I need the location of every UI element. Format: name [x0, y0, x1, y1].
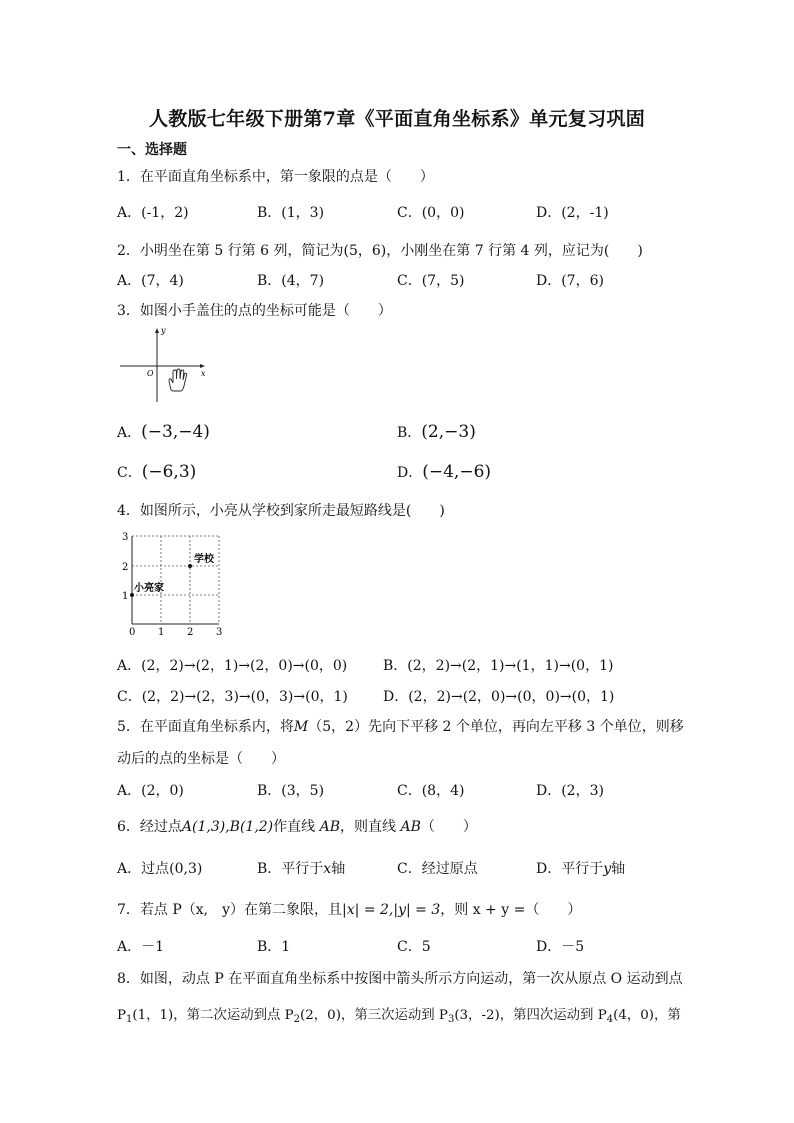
option-text: A．过点 — [117, 861, 170, 877]
y-axis-arrow — [155, 328, 159, 333]
option-suffix: 轴 — [611, 861, 626, 877]
option-text: C．经过原点 — [397, 861, 478, 877]
option-text: D．平行于 — [536, 861, 604, 877]
abs-math: |x| = 2,|y| = 3 — [342, 902, 441, 918]
question-3-option-b[interactable] — [397, 422, 476, 442]
stem-text-pre: 7．若点 P（x, y）在第二象限，且 — [117, 902, 343, 918]
question-2-option-a[interactable]: A．(7，4) — [117, 273, 184, 289]
question-5-option-a[interactable]: A．(2，0) — [117, 783, 184, 799]
section-heading: 一、选择题 — [117, 142, 187, 158]
school-label: 学校 — [194, 554, 214, 565]
question-7-option-b[interactable]: B．1 — [257, 939, 291, 955]
question-4-option-a[interactable]: A．(2，2)→(2，1)→(2，0)→(0，0) — [117, 658, 348, 674]
subscript: 4 — [606, 1014, 614, 1025]
question-6-option-d[interactable] — [536, 858, 625, 878]
tick-label-y-3: 3 — [122, 532, 129, 543]
question-7-option-a[interactable]: A．－1 — [117, 939, 165, 955]
school-point — [188, 564, 192, 568]
question-1-option-b[interactable]: B．(1，3) — [257, 205, 325, 221]
page-title: 人教版七年级下册第7章《平面直角坐标系》单元复习巩固 — [148, 108, 646, 130]
x-axis-label: x — [201, 369, 206, 378]
option-math: (0,3) — [169, 861, 203, 877]
text-part: (4，0)，第 — [613, 1008, 681, 1023]
tick-label-x-3: 3 — [216, 627, 223, 638]
stem-text-pre: 6．经过点 — [117, 819, 182, 835]
line-name: AB — [400, 819, 421, 835]
question-2-option-b[interactable]: B．(4，7) — [257, 273, 325, 289]
x-axis-arrow — [200, 364, 205, 368]
tick-label-x-0: 0 — [129, 627, 136, 638]
question-4-option-c[interactable]: C．(2，2)→(2，3)→(0，3)→(0，1) — [117, 689, 348, 705]
question-4-figure — [117, 528, 229, 640]
question-6-option-c[interactable] — [397, 858, 478, 878]
question-6-option-a[interactable] — [117, 858, 202, 878]
y-axis-label: y — [161, 326, 166, 335]
stem-text-post: （5，2）先向下平移 2 个单位，再向左平移 3 个单位，则移 — [308, 719, 684, 735]
option-letter: B． — [397, 425, 422, 441]
line-name: AB — [319, 819, 341, 835]
option-letter: A． — [117, 425, 142, 441]
tick-label-x-1: 1 — [158, 627, 165, 638]
question-8-stem-line-1: 8．如图，动点 P 在平面直角坐标系中按图中箭头所示方向运动，第一次从原点 O 运动到点 — [117, 971, 683, 987]
home-label: 小亮家 — [134, 583, 164, 594]
question-8-stem-line-2 — [117, 1004, 681, 1025]
stem-text-mid-2: ，则直线 — [340, 819, 397, 835]
text-part: (2，0)，第三次运动到 P — [300, 1008, 448, 1023]
question-3-option-c[interactable] — [117, 462, 196, 482]
question-4-stem: 4．如图所示，小亮从学校到家所走最短路线是( ) — [117, 503, 445, 519]
option-value: (−3,−4) — [141, 422, 210, 442]
stem-text-post: （ ） — [420, 819, 477, 835]
origin-label: O — [147, 369, 154, 378]
text-part: P — [117, 1008, 127, 1023]
stem-text-post: ，则 x + y =（ ） — [440, 902, 582, 918]
grid-lines — [132, 536, 219, 624]
subscript: 1 — [126, 1014, 133, 1025]
question-1-option-a[interactable]: A．(-1，2) — [117, 205, 189, 221]
question-2-option-c[interactable]: C．(7，5) — [397, 273, 465, 289]
option-letter: C． — [117, 465, 142, 481]
question-4-option-d[interactable]: D．(2，2)→(2，0)→(0，0)→(0，1) — [383, 689, 615, 705]
tick-label-y-1: 1 — [122, 591, 129, 602]
option-value: (−4,−6) — [422, 462, 492, 482]
question-5-option-c[interactable]: C．(8，4) — [397, 783, 465, 799]
option-text: B．平行于 — [257, 861, 324, 877]
option-value: (−6,3) — [141, 462, 197, 482]
subscript: 3 — [447, 1014, 455, 1025]
question-6-option-b[interactable] — [257, 858, 345, 878]
question-5-stem-line-2: 动后的点的坐标是（ ） — [117, 751, 285, 767]
point-name: M — [293, 719, 309, 735]
question-5-option-b[interactable]: B．(3，5) — [257, 783, 325, 799]
question-7-option-d[interactable]: D．－5 — [536, 939, 585, 955]
question-6-stem — [117, 816, 477, 836]
question-2-stem: 2．小明坐在第 5 行第 6 列，简记为(5，6)，小刚坐在第 7 行第 4 列，应记为( ) — [117, 243, 643, 259]
text-part: (1，1)，第二次运动到点 P — [132, 1008, 294, 1023]
question-2-option-d[interactable]: D．(7，6) — [536, 273, 604, 289]
question-1-option-d[interactable]: D．(2，-1) — [536, 205, 609, 221]
question-3-option-a[interactable] — [117, 422, 210, 442]
question-5-stem — [117, 716, 684, 736]
points-math: A(1,3),B(1,2) — [181, 819, 274, 835]
question-3-stem: 3．如图小手盖住的点的坐标可能是（ ） — [117, 303, 392, 319]
stem-text-mid: 作直线 — [273, 819, 316, 835]
option-letter: D． — [397, 465, 423, 481]
question-1-option-c[interactable]: C．(0，0) — [397, 205, 465, 221]
tick-label-x-2: 2 — [187, 627, 194, 638]
question-3-option-d[interactable] — [397, 462, 491, 482]
subscript: 2 — [293, 1014, 301, 1025]
hand-icon — [169, 369, 187, 391]
option-suffix: 轴 — [331, 861, 346, 877]
question-1-stem: 1．在平面直角坐标系中，第一象限的点是（ ） — [117, 169, 434, 185]
option-math: y — [603, 861, 612, 877]
option-math: x — [323, 861, 332, 877]
text-part: (3，-2)，第四次运动到 P — [454, 1008, 607, 1023]
question-3-figure — [117, 324, 211, 406]
question-4-option-b[interactable]: B．(2，2)→(2，1)→(1，1)→(0，1) — [383, 658, 614, 674]
stem-text-pre: 5．在平面直角坐标系内，将 — [117, 719, 294, 735]
question-5-option-d[interactable]: D．(2，3) — [536, 783, 604, 799]
question-7-stem — [117, 899, 581, 919]
question-7-option-c[interactable]: C．5 — [397, 939, 431, 955]
tick-label-y-2: 2 — [122, 562, 129, 573]
option-value: (2,−3) — [421, 422, 476, 442]
